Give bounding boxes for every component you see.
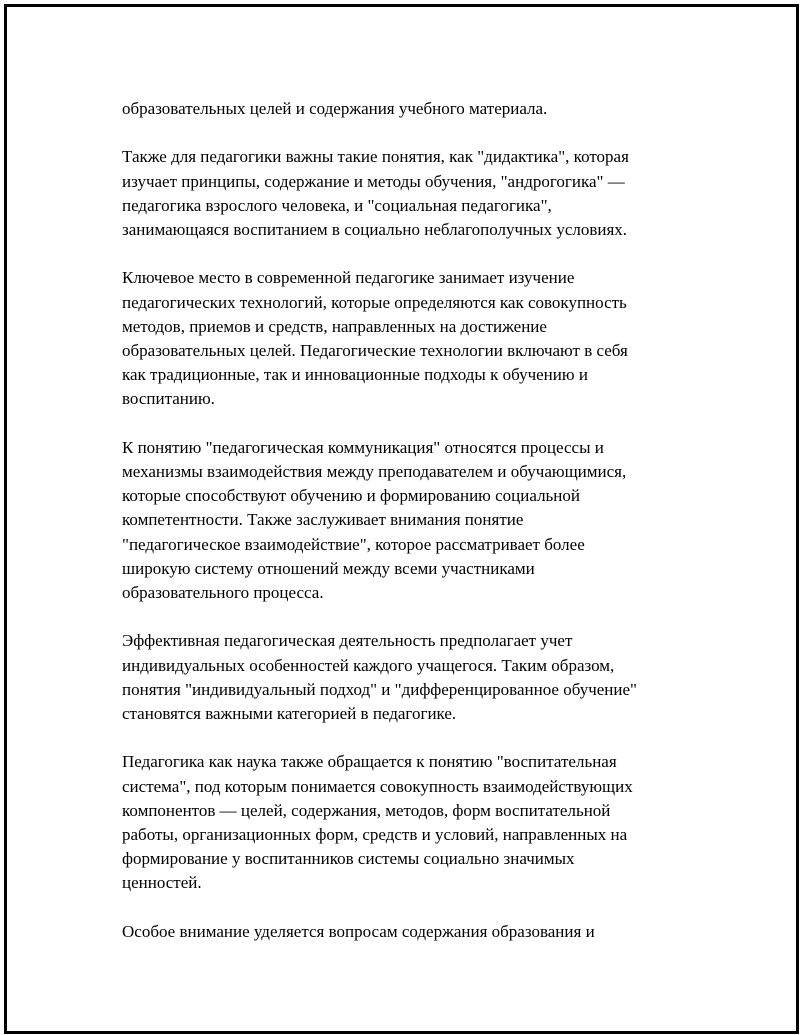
- paragraph: [122, 750, 692, 895]
- text-line: изучает принципы, содержание и методы обучения, "андрогогика" —: [122, 171, 625, 191]
- text-line: которые способствуют обучению и формированию социальной: [122, 486, 580, 506]
- paragraph: [122, 629, 692, 726]
- paragraph: [122, 920, 692, 944]
- text-line: педагогических технологий, которые определяются как совокупность: [122, 292, 627, 312]
- text-line: Особое внимание уделяется вопросам содержания образования и: [122, 921, 595, 941]
- text-line: Эффективная педагогическая деятельность предполагает учет: [122, 631, 573, 651]
- paragraph: [122, 266, 692, 411]
- text-line: ценностей.: [122, 873, 202, 893]
- text-line: система", под которым понимается совокупность взаимодействующих: [122, 776, 633, 796]
- text-line: образовательных целей. Педагогические технологии включают в себя: [122, 341, 628, 360]
- text-line: Педагогика как наука также обращается к понятию "воспитательная: [122, 752, 617, 772]
- text-line: образовательных целей и содержания учебного материала.: [122, 99, 548, 118]
- text-line: становятся важными категорией в педагогике.: [122, 704, 457, 724]
- text-line: компетентности. Также заслуживает внимания понятие: [122, 510, 524, 530]
- text-line: К понятию "педагогическая коммуникация" относятся процессы и: [122, 437, 604, 457]
- text-line: механизмы взаимодействия между преподавателем и обучающимися,: [122, 462, 627, 481]
- text-line: индивидуальных особенностей каждого учащегося. Таким образом,: [122, 655, 615, 675]
- text-line: педагогика взрослого человека, и "социальная педагогика",: [122, 195, 552, 215]
- text-line: компонентов — целей, содержания, методов, форм воспитательной: [122, 800, 611, 820]
- paragraph: [122, 145, 692, 242]
- text-line: понятия "индивидуальный подход" и "дифференцированное обучение": [122, 679, 637, 699]
- text-line: широкую систему отношений между всеми участниками: [122, 558, 535, 578]
- text-line: образовательного процесса.: [122, 583, 324, 603]
- text-line: как традиционные, так и инновационные подходы к обучению и: [122, 365, 588, 385]
- text-line: воспитанию.: [122, 389, 215, 409]
- text-line: Также для педагогики важны такие понятия, как "дидактика", которая: [122, 147, 629, 167]
- paragraph: [122, 436, 692, 605]
- page-frame: [4, 4, 799, 1034]
- text-line: методов, приемов и средств, направленных на достижение: [122, 316, 547, 336]
- text-line: Ключевое место в современной педагогике занимает изучение: [122, 268, 575, 288]
- text-line: формирование у воспитанников системы социально значимых: [122, 849, 575, 869]
- document-body: [122, 97, 692, 968]
- text-line: работы, организационных форм, средств и условий, направленных на: [122, 825, 628, 845]
- text-line: занимающаяся воспитанием в социально неблагополучных условиях.: [122, 220, 628, 239]
- paragraph: [122, 97, 692, 121]
- text-line: "педагогическое взаимодействие", которое рассматривает более: [122, 534, 585, 554]
